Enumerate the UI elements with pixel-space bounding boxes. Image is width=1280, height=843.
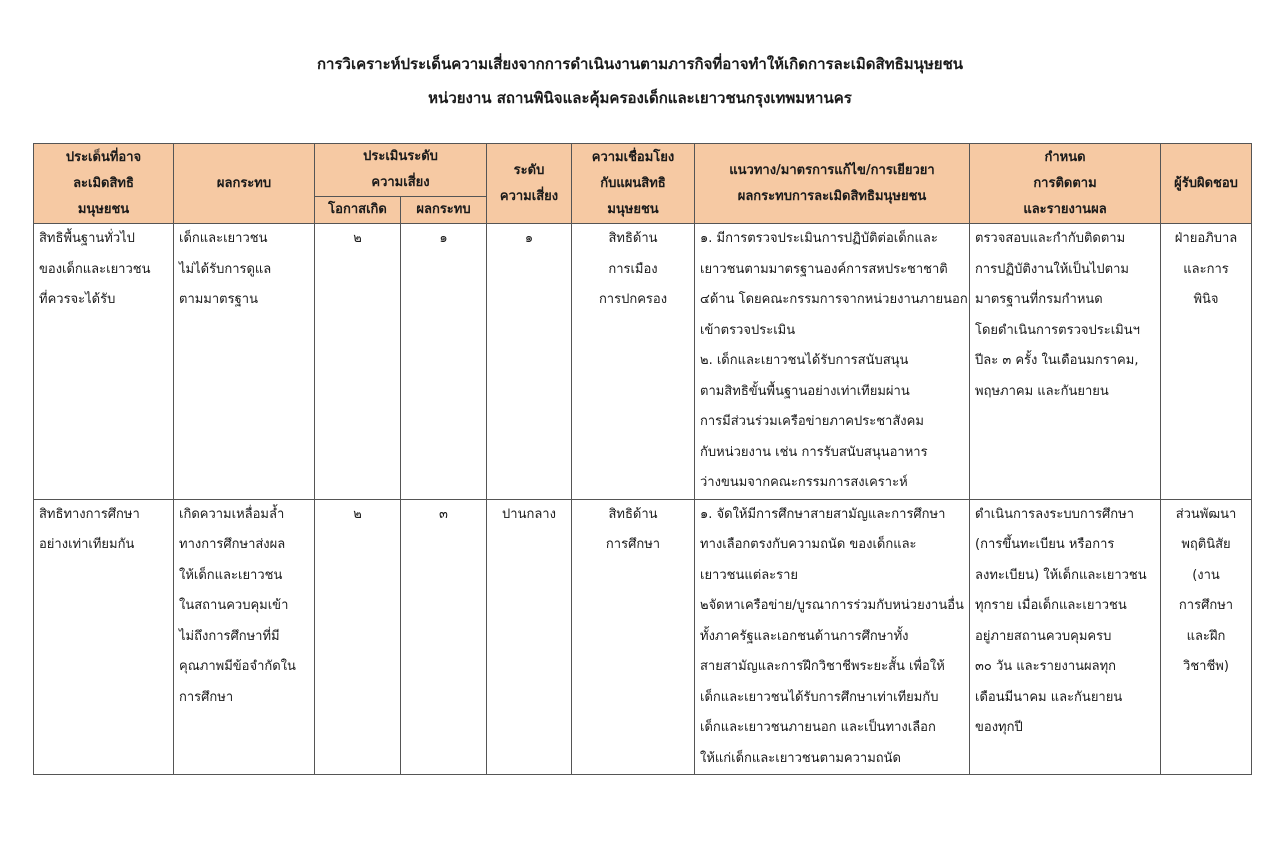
header-row-1: [34, 144, 1252, 197]
cell-likelihood: ๒: [315, 224, 401, 500]
cell-impact-score: ๓: [401, 499, 487, 775]
header-issue: ประเด็นที่อาจ ละเมิดสิทธิ มนุษยชน: [34, 144, 174, 224]
header-link: ความเชื่อมโยง กับแผนสิทธิ มนุษยชน: [572, 144, 695, 224]
header-risk-level: ระดับ ความเสี่ยง: [487, 144, 572, 224]
header-responsible: ผู้รับผิดชอบ: [1161, 144, 1252, 224]
header-assessment: ประเมินระดับ ความเสี่ยง: [315, 144, 487, 197]
cell-risk-level: ปานกลาง: [487, 499, 572, 775]
cell-impact-score: ๑: [401, 224, 487, 500]
cell-link: สิทธิด้าน การเมือง การปกครอง: [572, 224, 695, 500]
header-measures: แนวทาง/มาตรการแก้ไข/การเยียวยา ผลกระทบการละเมิดสิทธิมนุษยชน: [695, 144, 970, 224]
document-title: การวิเคราะห์ประเด็นความเสี่ยงจากการดำเนินงานตามภารกิจที่อาจทำให้เกิดการละเมิดสิทธิมนุษยชน: [316, 55, 964, 73]
header-monitoring: กำหนด การติดตาม และรายงานผล: [970, 144, 1161, 224]
cell-link: สิทธิด้าน การศึกษา: [572, 499, 695, 775]
cell-issue: สิทธิทางการศึกษา อย่างเท่าเทียมกัน: [34, 499, 174, 775]
header-likelihood: โอกาสเกิด: [315, 197, 401, 224]
header-impact-score: ผลกระทบ: [401, 197, 487, 224]
risk-analysis-table: [33, 143, 1252, 775]
cell-measures: ๑. มีการตรวจประเมินการปฏิบัติต่อเด็กและ เยาวชนตามมาตรฐานองค์การสหประชาชาติ ๔ด้าน โดยคณะกรรมการจากหน่วยงานภายนอก เข้าตรวจประเมิน ๒. เด็กและเยาวชนได้รับการสนับสนุน ตามสิทธิขั้นพื้นฐานอย่างเท่าเทียมผ่าน การมีส่วนร่วมเครือข่ายภาคประชาสังคม กับหน่วยงาน เช่น การรับสนับสนุนอาหาร ว่างขนมจากคณะกรรมการสงเคราะห์: [695, 224, 970, 500]
document-subtitle: หน่วยงาน สถานพินิจและคุ้มครองเด็กและเยาวชนกรุงเทพมหานคร: [428, 89, 852, 107]
cell-responsible: ฝ่ายอภิบาล และการ พินิจ: [1161, 224, 1252, 500]
cell-impact: เด็กและเยาวชน ไม่ได้รับการดูแล ตามมาตรฐาน: [174, 224, 315, 500]
cell-monitoring: ตรวจสอบและกำกับติดตาม การปฏิบัติงานให้เป็นไปตาม มาตรฐานที่กรมกำหนด โดยดำเนินการตรวจประเมินฯ ปีละ ๓ ครั้ง ในเดือนมกราคม, พฤษภาคม และกันยายน: [970, 224, 1161, 500]
table-row: [34, 224, 1252, 500]
cell-likelihood: ๒: [315, 499, 401, 775]
cell-risk-level: ๑: [487, 224, 572, 500]
cell-monitoring: ดำเนินการลงระบบการศึกษา (การขึ้นทะเบียน หรือการ ลงทะเบียน) ให้เด็กและเยาวชน ทุกราย เมื่อเด็กและเยาวชน อยู่ภายสถานควบคุมครบ ๓๐ วัน และรายงานผลทุก เดือนมีนาคม และกันยายน ของทุกปี: [970, 499, 1161, 775]
cell-measures: ๑. จัดให้มีการศึกษาสายสามัญและการศึกษา ทางเลือกตรงกับความถนัด ของเด็กและ เยาวชนแต่ละราย ๒จัดหาเครือข่าย/บูรณาการร่วมกับหน่วยงานอื่น ทั้งภาครัฐและเอกชนด้านการศึกษาทั้ง สายสามัญและการฝึกวิชาชีพระยะสั้น เพื่อให้ เด็กและเยาวชนได้รับการศึกษาเท่าเทียมกับ เด็กและเยาวชนภายนอก และเป็นทางเลือก ให้แก่เด็กและเยาวชนตามความถนัด: [695, 499, 970, 775]
cell-impact: เกิดความเหลื่อมล้ำ ทางการศึกษาส่งผล ให้เด็กและเยาวชน ในสถานควบคุมเข้า ไม่ถึงการศึกษาที่มี คุณภาพมีข้อจำกัดใน การศึกษา: [174, 499, 315, 775]
cell-responsible: ส่วนพัฒนา พฤตินิสัย (งาน การศึกษา และฝึก วิชาชีพ): [1161, 499, 1252, 775]
cell-issue: สิทธิพื้นฐานทั่วไป ของเด็กและเยาวชน ที่ควรจะได้รับ: [34, 224, 174, 500]
table-row: [34, 499, 1252, 775]
header-impact: ผลกระทบ: [174, 144, 315, 224]
